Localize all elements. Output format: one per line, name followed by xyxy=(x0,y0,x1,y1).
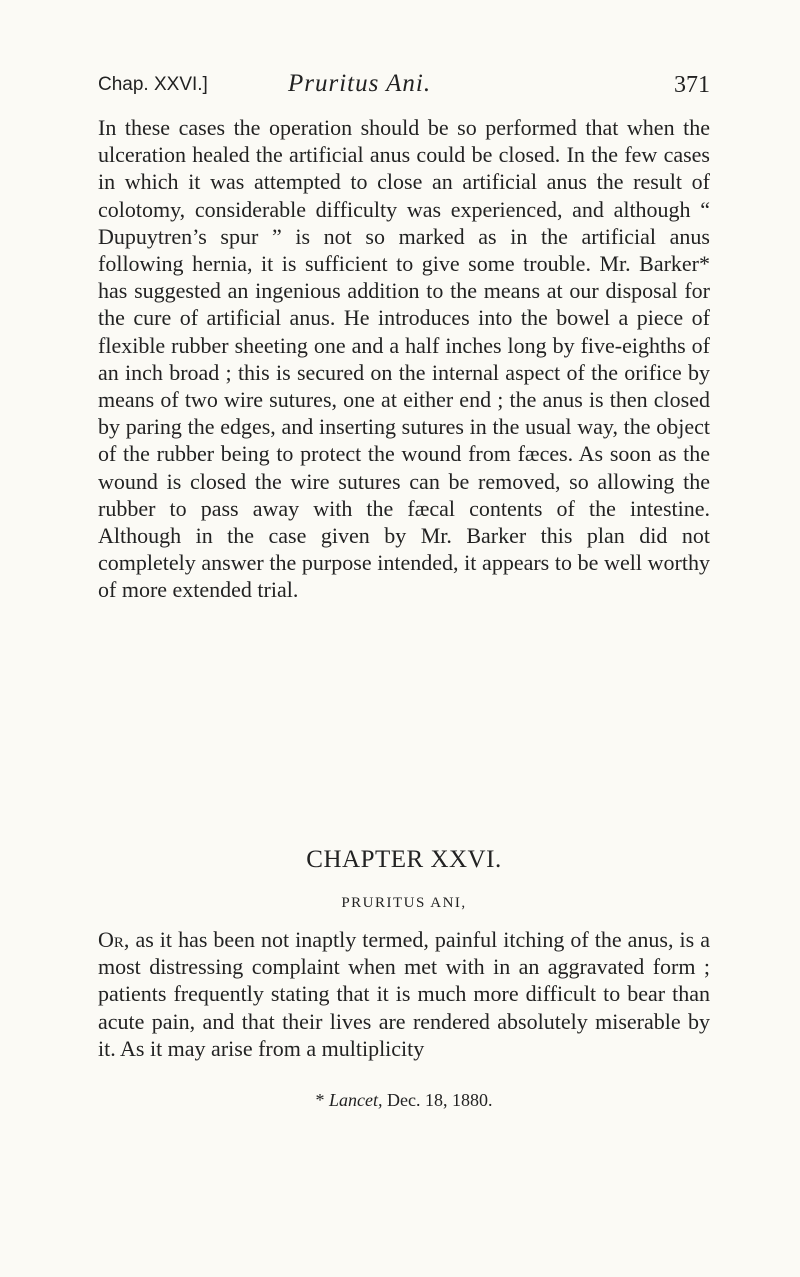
running-head-title: Pruritus Ani. xyxy=(288,70,432,97)
page-number: 371 xyxy=(674,72,710,98)
chapter-paragraph-text: as it has been not inaptly termed, painful itching of the anus, is a most distressing complaint when met with in an aggravated form ; patients frequently stating that it is much more difficult to bear than acute pain, and that their lives are rendered absolutely miserable by it. As it may arise from a multiplicity xyxy=(98,927,710,1061)
body-paragraph: In these cases the operation should be so performed that when the ulceration healed the artificial anus could be closed. In the few cases in which it was attempted to close an artificial anus the result of colotomy, considerable difficulty was experienced, and although “ Dupuytren’s spur ” is not so marked as in the artificial anus following hernia, it is sufficient to give some trouble. Mr. Barker* has suggested an ingenious addition to the means at our disposal for the cure of artificial anus. He introduces into the bowel a piece of flexible rubber sheeting one and a half inches long by five-eighths of an inch broad ; this is secured on the internal aspect of the orifice by means of two wire sutures, one at either end ; the anus is then closed by paring the edges, and inserting sutures in the usual way, the object of the rubber being to protect the wound from fæces. As soon as the wound is closed the wire sutures can be removed, so allowing the rubber to pass away with the fæcal contents of the intestine. Although in the case given by Mr. Barker this plan did not completely answer the purpose intended, it appears to be well worthy of more extended trial. xyxy=(98,115,710,603)
running-head xyxy=(98,70,710,100)
chapter-lead-word: Or, xyxy=(98,927,130,952)
footnote-marker: * xyxy=(315,1090,329,1110)
chapter-opening-paragraph xyxy=(98,926,710,1062)
footnote-source: Lancet, xyxy=(329,1090,383,1110)
running-head-chapter: Chap. XXVI.] xyxy=(98,74,208,95)
footnote-date: Dec. 18, 1880. xyxy=(382,1090,493,1110)
chapter-subtitle: PRURITUS ANI, xyxy=(341,895,467,911)
chapter-title: CHAPTER XXVI. xyxy=(306,846,502,873)
footnote xyxy=(98,1090,710,1111)
